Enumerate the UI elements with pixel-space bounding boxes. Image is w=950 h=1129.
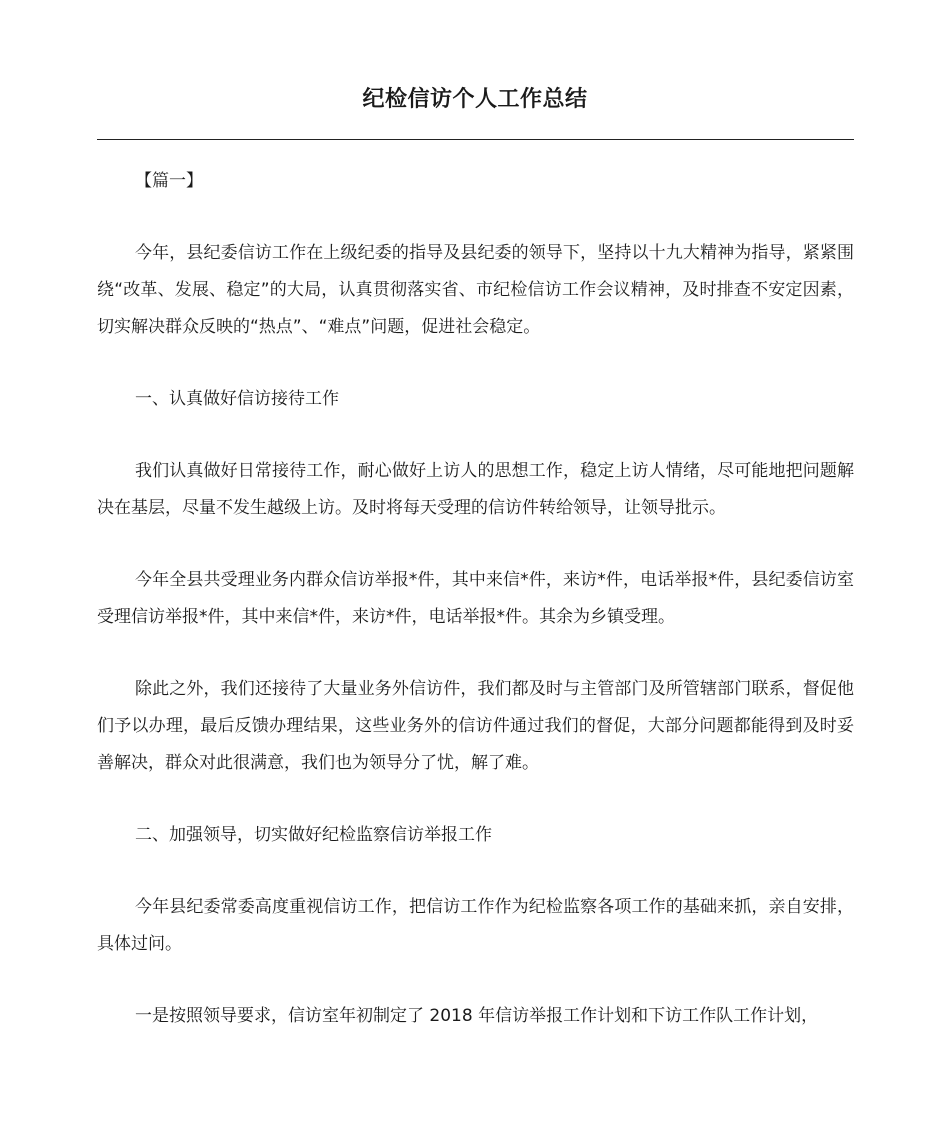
body-paragraph: 除此之外，我们还接待了大量业务外信访件，我们都及时与主管部门及所管辖部门联系，督促他们予以办理，最后反馈办理结果，这些业务外的信访件通过我们的督促，大部分问题都能得到及时妥善解决，群众对此很满意，我们也为领导分了忧，解了难。 [97, 679, 854, 773]
body-paragraph: 今年全县共受理业务内群众信访举报*件，其中来信*件，来访*件，电话举报*件，县纪委信访室受理信访举报*件，其中来信*件，来访*件，电话举报*件。其余为乡镇受理。 [97, 570, 854, 627]
body-paragraph: 我们认真做好日常接待工作，耐心做好上访人的思想工作，稳定上访人情绪，尽可能地把问题解决在基层，尽量不发生越级上访。及时将每天受理的信访件转给领导，让领导批示。 [97, 461, 854, 518]
document-title: 纪检信访个人工作总结 [362, 87, 588, 112]
document-body [97, 163, 854, 1035]
section-heading-1: 一、认真做好信访接待工作 [135, 389, 339, 409]
title-divider [97, 139, 854, 140]
intro-paragraph: 今年，县纪委信访工作在上级纪委的指导及县纪委的领导下，坚持以十九大精神为指导，紧紧围绕“改革、发展、稳定”的大局，认真贯彻落实省、市纪检信访工作会议精神，及时排查不安定因素，切实解决群众反映的“热点”、“难点”问题，促进社会稳定。 [97, 243, 854, 337]
body-paragraph: 一是按照领导要求，信访室年初制定了 2018 年信访举报工作计划和下访工作队工作计划， [135, 1006, 819, 1026]
part-label: 【篇一】 [135, 171, 203, 191]
section-heading-2: 二、加强领导，切实做好纪检监察信访举报工作 [135, 825, 492, 845]
body-paragraph: 今年县纪委常委高度重视信访工作，把信访工作作为纪检监察各项工作的基础来抓，亲自安排，具体过问。 [97, 897, 854, 954]
